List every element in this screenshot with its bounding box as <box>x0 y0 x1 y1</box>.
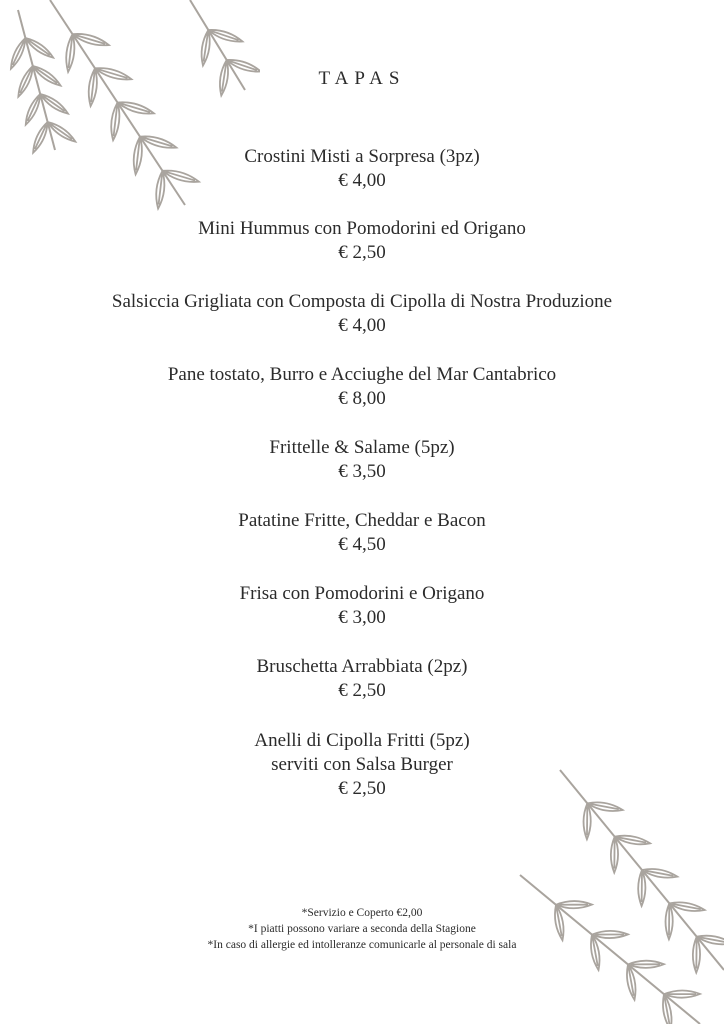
menu-item <box>0 363 724 411</box>
menu-item <box>0 582 724 630</box>
leaf-icon <box>64 34 76 73</box>
item-name: Crostini Misti a Sorpresa (3pz) <box>244 146 480 167</box>
menu-item <box>0 436 724 484</box>
footnote-season: *I piatti possono variare a seconda della Stagione <box>248 923 476 935</box>
menu-item <box>0 509 724 557</box>
menu-item <box>0 729 724 801</box>
item-price: € 3,00 <box>338 607 386 628</box>
leaf-icon <box>628 961 664 968</box>
leaf-icon <box>583 803 591 839</box>
leaf-icon <box>23 93 44 127</box>
leaf-icon <box>664 990 700 997</box>
item-price: € 4,50 <box>338 534 386 555</box>
footnote-allergies: *In caso di allergie ed intolleranze comunicarle al personale di sala <box>207 939 517 951</box>
item-price: € 4,00 <box>338 170 386 191</box>
leaf-icon <box>109 102 121 141</box>
leaf-icon <box>8 37 29 71</box>
item-name: Mini Hummus con Pomodorini ed Origano <box>198 218 526 239</box>
item-name: Patatine Fritte, Cheddar e Bacon <box>238 510 486 531</box>
item-name: Bruschetta Arrabbiata (2pz) <box>256 656 468 677</box>
leaf-icon <box>660 994 674 1024</box>
menu-item <box>0 655 724 703</box>
menu-item <box>0 145 724 193</box>
item-price: € 2,50 <box>338 778 386 799</box>
menu-title: TAPAS <box>318 68 406 89</box>
leaf-icon <box>587 800 624 814</box>
leaf-icon <box>638 870 646 906</box>
menu-item <box>0 217 724 265</box>
footnotes <box>0 905 724 953</box>
menu-item <box>0 290 724 338</box>
item-price: € 4,00 <box>338 315 386 336</box>
leaf-icon <box>624 964 638 1001</box>
footnote-service: *Servizio e Coperto €2,00 <box>301 907 423 919</box>
leaf-icon <box>641 866 678 880</box>
item-name: Frittelle & Salame (5pz) <box>269 437 455 458</box>
item-price: € 8,00 <box>338 388 386 409</box>
item-name: Anelli di Cipolla Fritti (5pz) <box>254 730 470 751</box>
leaf-icon <box>611 837 619 873</box>
item-name: Salsiccia Grigliata con Composta di Cipolla di Nostra Produzione <box>111 291 613 312</box>
item-price: € 2,50 <box>338 242 386 263</box>
item-subtitle: serviti con Salsa Burger <box>271 754 453 775</box>
item-price: € 3,50 <box>338 461 386 482</box>
item-price: € 2,50 <box>338 680 386 701</box>
leaf-icon <box>199 29 211 66</box>
leaf-icon <box>614 833 651 847</box>
item-name: Frisa con Pomodorini e Origano <box>239 583 485 604</box>
item-name: Pane tostato, Burro e Acciughe del Mar Cantabrico <box>167 364 557 385</box>
